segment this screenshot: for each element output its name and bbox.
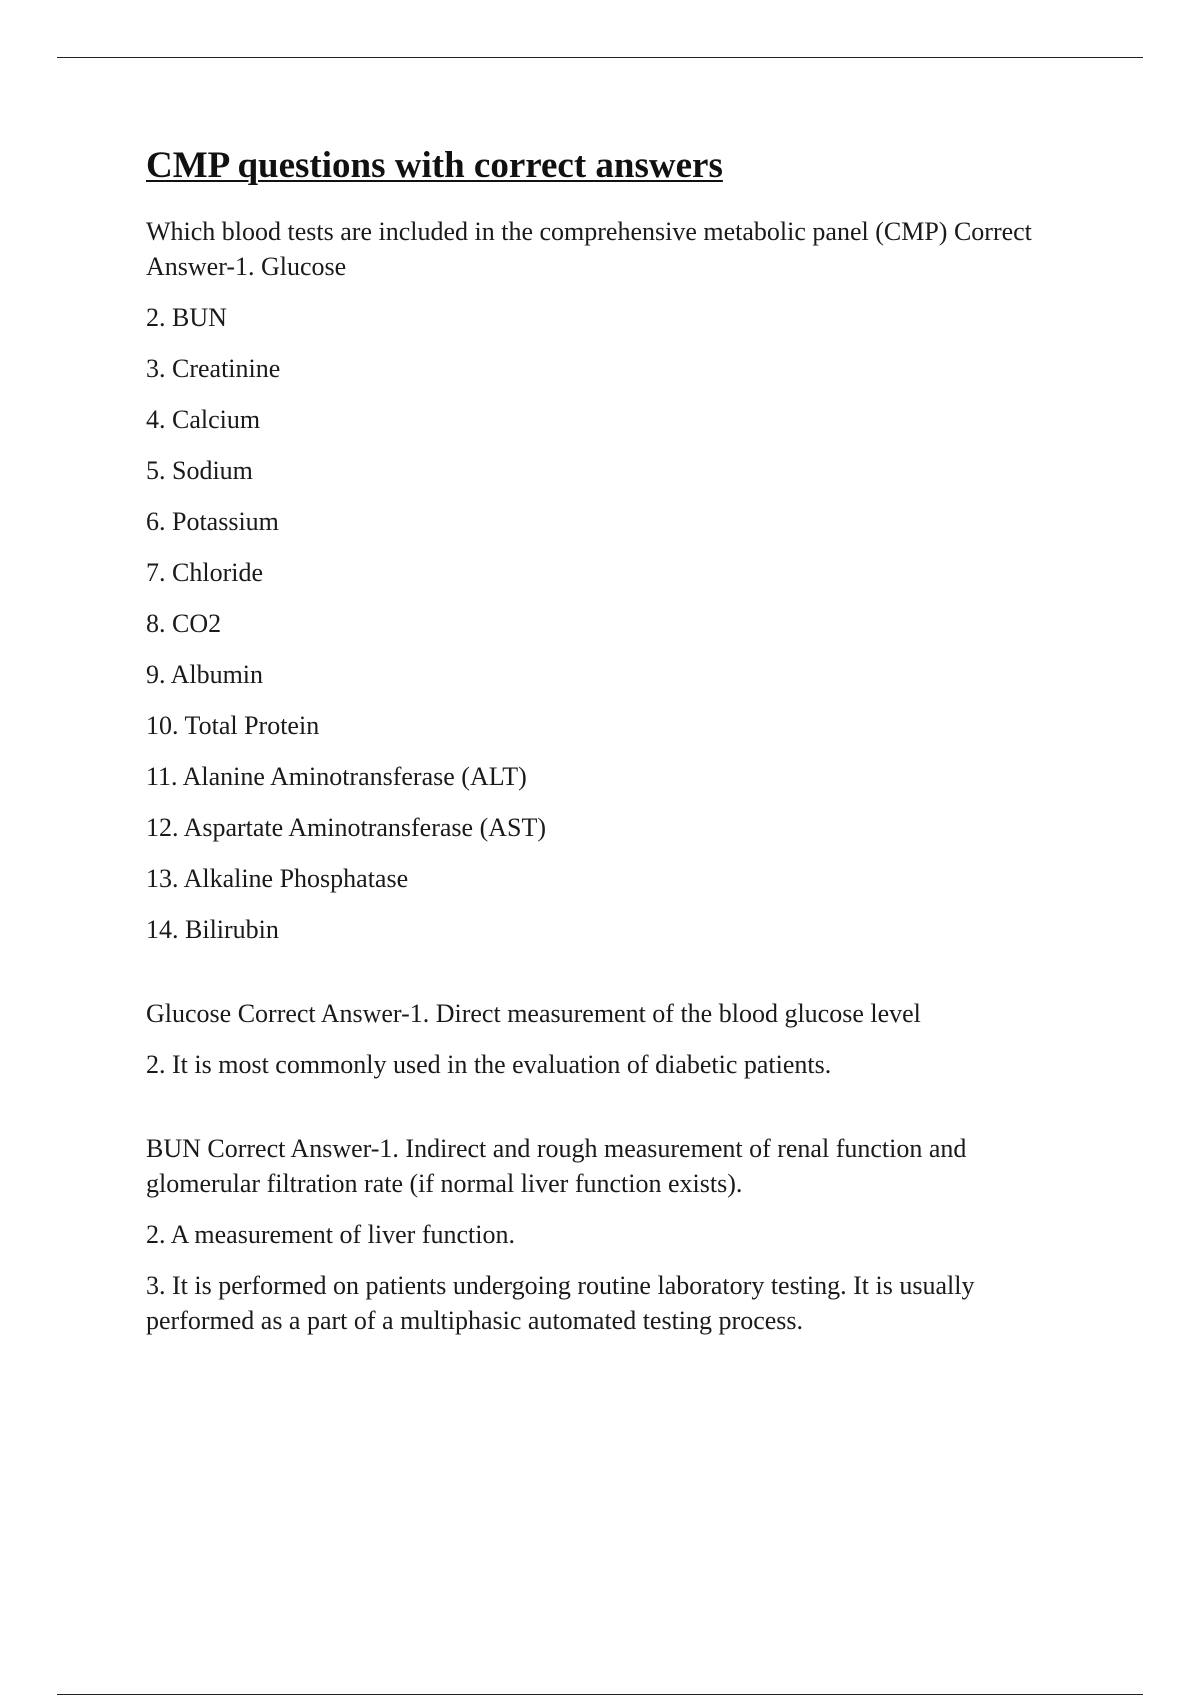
question-cmp-tests [146,214,1066,947]
answer-item: 3. Creatinine [146,354,281,383]
question-line: Glucose Correct Answer-1. Direct measurement of the blood glucose level [146,999,921,1028]
footer-rule [57,1694,1143,1695]
document-body [146,140,1066,1338]
answer-item: 6. Potassium [146,507,279,536]
answer-item: 4. Calcium [146,405,261,434]
question-line: BUN Correct Answer-1. Indirect and rough measurement of renal function and glomerular filtration rate (if normal liver function exists). [146,1134,967,1198]
answer-item: 13. Alkaline Phosphatase [146,864,409,893]
answer-item: 2. It is most commonly used in the evaluation of diabetic patients. [146,1050,832,1079]
answer-item: 2. A measurement of liver function. [146,1220,515,1249]
answer-item: 8. CO2 [146,609,222,638]
answer-item: 10. Total Protein [146,711,320,740]
answer-item: 12. Aspartate Aminotransferase (AST) [146,813,547,842]
question-bun [146,1131,1066,1338]
answer-item: 11. Alanine Aminotransferase (ALT) [146,762,527,791]
question-line: Which blood tests are included in the comprehensive metabolic panel (CMP) Correct Answer-1. Glucose [146,217,1032,281]
answer-item: 5. Sodium [146,456,253,485]
header-rule [57,57,1143,58]
answer-item: 3. It is performed on patients undergoing routine laboratory testing. It is usually performed as a part of a multiphasic automated testing process. [146,1271,975,1335]
answer-item: 9. Albumin [146,660,264,689]
answer-item: 2. BUN [146,303,227,332]
answer-item: 7. Chloride [146,558,263,587]
page-title: CMP questions with correct answers [146,145,723,186]
question-glucose [146,996,1066,1082]
answer-item: 14. Bilirubin [146,915,279,944]
